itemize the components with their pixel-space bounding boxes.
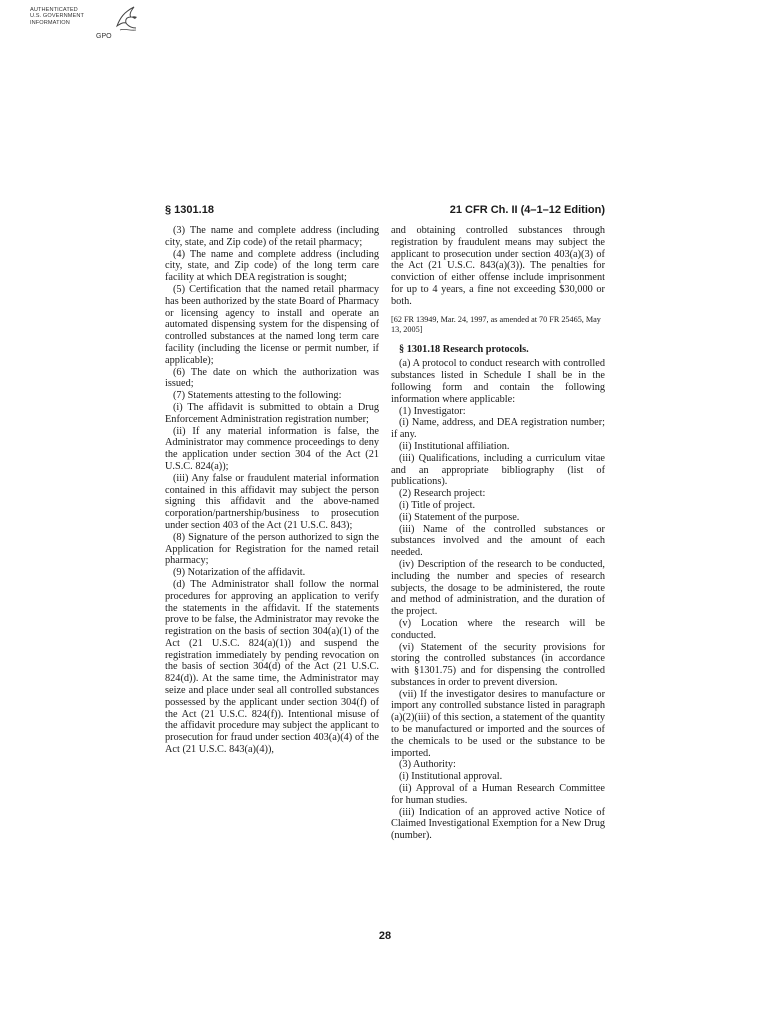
paragraph: (8) Signature of the person authorized to sign the Application for Registration for the named retail pharmacy;	[165, 531, 379, 567]
paragraph: (i) Institutional approval.	[399, 771, 503, 783]
source-note: [62 FR 13949, Mar. 24, 1997, as amended at 70 FR 25465, May 13, 2005]	[391, 314, 601, 335]
logo-caption	[30, 7, 84, 26]
running-head-section: § 1301.18	[165, 204, 214, 216]
paragraph: (i) Name, address, and DEA registration number; if any.	[391, 417, 605, 441]
running-head	[165, 204, 605, 220]
paragraph: (iii) Name of the controlled substances or substances involved and the amount of each needed.	[391, 523, 605, 559]
paragraph: (vii) If the investigator desires to manufacture or import any controlled substance listed in paragraph (a)(2)(iii) of this section, a statement of the quantity to be manufactured or imported and the sources of the chemicals to be used or the substance to be imported.	[391, 688, 605, 759]
paragraph: (i) The affidavit is submitted to obtain a Drug Enforcement Administration registration number;	[165, 401, 379, 425]
paragraph: (9) Notarization of the affidavit.	[173, 567, 306, 579]
eagle-icon	[114, 4, 140, 34]
paragraph: (iii) Qualifications, including a curriculum vitae and an appropriate bibliography (list of publications).	[391, 452, 605, 488]
paragraph: (7) Statements attesting to the following:	[173, 390, 342, 402]
paragraph: (vi) Statement of the security provisions for storing the controlled substances (in accordance with §1301.75) and for dispensing the controlled substances in order to prevent diversion.	[391, 641, 605, 688]
logo-gpo-mark: GPO	[96, 33, 112, 40]
logo-line: INFORMATION	[30, 19, 70, 26]
paragraph: (iii) Indication of an approved active Notice of Claimed Investigational Exemption for a New Drug (number).	[391, 806, 605, 842]
paragraph: (3) Authority:	[399, 759, 456, 771]
section-number: § 1301.18	[399, 343, 441, 355]
gpo-authentication-logo	[30, 4, 142, 44]
paragraph: (5) Certification that the named retail pharmacy has been authorized by the state Board of Pharmacy or licensing agency to install and operate an automated dispensing system for the dispensing of controlled substances at the named long term care facility (including the license or permit number, if applicable);	[165, 283, 379, 366]
paragraph: (ii) Institutional affiliation.	[399, 440, 510, 452]
paragraph: (iv) Description of the research to be conducted, including the number and species of research subjects, the dosage to be administered, the route and method of administration, and the duration of the project.	[391, 558, 605, 618]
paragraph: (i) Title of project.	[399, 499, 476, 511]
paragraph: (2) Research project:	[399, 488, 486, 500]
paragraph: (a) A protocol to conduct research with controlled substances listed in Schedule I shall be in the following form and contain the following information where applicable:	[391, 358, 605, 405]
page-number: 28	[378, 930, 392, 942]
continued-paragraph: and obtaining controlled substances through registration by fraudulent means may subject the applicant to prosecution under section 403(a)(3) of the Act (21 U.S.C. 843(a)(3)). The penalties for conviction of either offense include imprisonment for up to 4 years, a fine not exceeding $30,000 or both.	[391, 225, 605, 307]
paragraph: (d) The Administrator shall follow the normal procedures for approving an application to verify the statements in the affidavit. If the statements prove to be false, the Administrator may revoke the registration on the basis of section 304(a)(1) of the Act (21 U.S.C. 824(a)(1)) and suspend the registration immediately by pending revocation on the basis of section 304(d) of the Act (21 U.S.C. 824(d)). At the same time, the Administrator may seize and place under seal all controlled substances possessed by the applicant under section 304(f) of the Act (21 U.S.C. 824(f)). Intentional misuse of the affidavit procedure may subject the applicant to prosecution for fraud under section 403(a)(4) of the Act (21 U.S.C. 843(a)(4)),	[165, 578, 379, 756]
right-column	[391, 225, 605, 842]
paragraph: (6) The date on which the authorization was issued;	[165, 366, 379, 390]
paragraph: (ii) If any material information is false, the Administrator may commence proceedings to deny the application under section 304 of the Act (21 U.S.C. 824(a));	[165, 425, 379, 472]
section-heading	[391, 344, 605, 356]
paragraph: (ii) Statement of the purpose.	[399, 511, 520, 523]
running-head-edition: 21 CFR Ch. II (4–1–12 Edition)	[449, 204, 605, 216]
paragraph: (4) The name and complete address (including city, state, and Zip code) of the long term care facility at which DEA registration is sought;	[165, 248, 379, 284]
paragraph: (v) Location where the research will be conducted.	[391, 617, 605, 641]
paragraph: (1) Investigator:	[399, 405, 466, 417]
logo-line: U.S. GOVERNMENT	[30, 13, 85, 20]
paragraph: (3) The name and complete address (including city, state, and Zip code) of the retail pharmacy;	[165, 225, 379, 248]
left-column	[165, 225, 379, 756]
paragraph: (iii) Any false or fraudulent material information contained in this affidavit may subject the person signing this affidavit and the above-named corporation/partnership/business to prosecution under section 403 of the Act (21 U.S.C. 843);	[165, 472, 379, 531]
logo-line: AUTHENTICATED	[30, 7, 78, 13]
section-title: Research protocols.	[442, 343, 529, 355]
paragraph: (ii) Approval of a Human Research Committee for human studies.	[391, 783, 605, 806]
